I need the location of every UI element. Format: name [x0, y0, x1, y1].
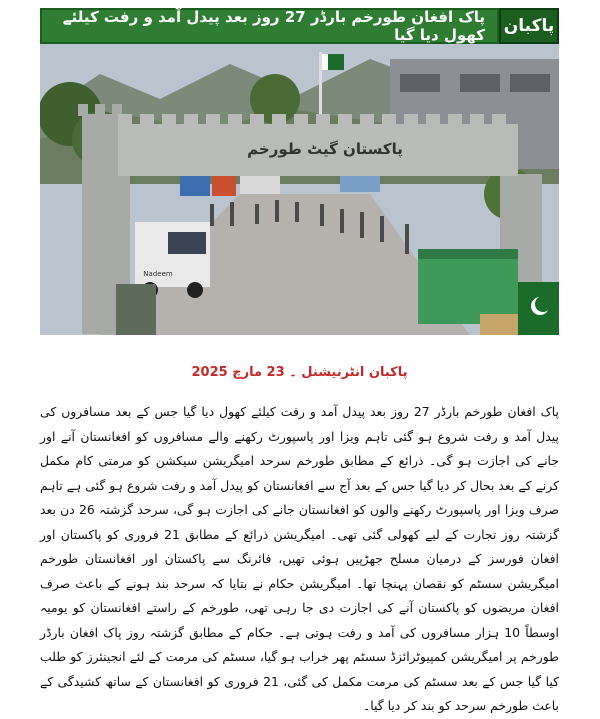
gate-sign: پاکستان گیٹ طورخم: [247, 140, 403, 158]
truck-right: [418, 254, 518, 324]
article-body: پاک افغان طورخم بارڈر 27 روز بعد پیدل آمد و رفت کیلئے کھول دیا گیا جس کے بعد مسافروں کی پیدل آمد و رفت شروع ہو گئی تاہم ویزا اور پاسپورٹ رکھنے والے مسافروں کو افغانستان آنے اور جانے کی اجازت ہو گی۔ ذرائع کے مطابق طورخم سرحد امیگریشن سیکشن کو مرمتی کام مکمل کرنے کے بعد بحال کر دیا گیا جس کے بعد آج سے افغانستان کو پیدل آمد و رفت شروع ہو گئی ہے تاہم صرف ویزا اور پاسپورٹ رکھنے والوں کو افغانستان جانے کی اجازت ہو گی، سرحد گزشتہ 26 دن بعد گزشتہ روز تجارت کے لیے کھولی گئی تھی۔ امیگریشن ذرائع کے مطابق 21 فروری کو پاکستان اور افغان فورسز کے درمیان مسلح جھڑپیں ہوئی تھیں، فائرنگ سے پاکستان اور افغانستان طورخم امیگریشن سسٹم کو نقصان پہنچا تھا۔ امیگریشن حکام نے بتایا کہ سرحد بند ہونے کے باعث صرف افغان مریضوں کو پاکستان آنے کی اجازت دی جا رہی تھی، طورخم کے راستے افغانستان کو یومیہ اوسطاً 10 ہزار مسافروں کی آمد و رفت ہوتی ہے۔ حکام کے مطابق گزشتہ روز پاک افغان بارڈر طورخم پر امیگریشن کمپیوٹرائزڈ سسٹم پھر خراب ہو گیا، سسٹم کی مرمت کے لئے انجینئرز کو طلب کیا گیا جس کے بعد سسٹم کی مرمت مکمل کی گئی، 21 فروری کو افغانستان کے ساتھ کشیدگی کے باعث طورخم سرحد کو بند کر دیا گیا۔: [40, 404, 559, 713]
headline: پاک افغان طورخم بارڈر 27 روز بعد پیدل آمد و رفت کیلئے کھول دیا گیا: [40, 8, 499, 44]
border-gate-illustration: [40, 44, 559, 335]
brand-logo: پاکبان: [499, 8, 559, 44]
truck-label: Nadeem: [143, 270, 173, 278]
dateline: پاکبان انٹرنیشنل ۔ 23 مارچ 2025: [191, 365, 408, 380]
header-bar: [40, 8, 559, 44]
news-photo: [40, 44, 559, 335]
